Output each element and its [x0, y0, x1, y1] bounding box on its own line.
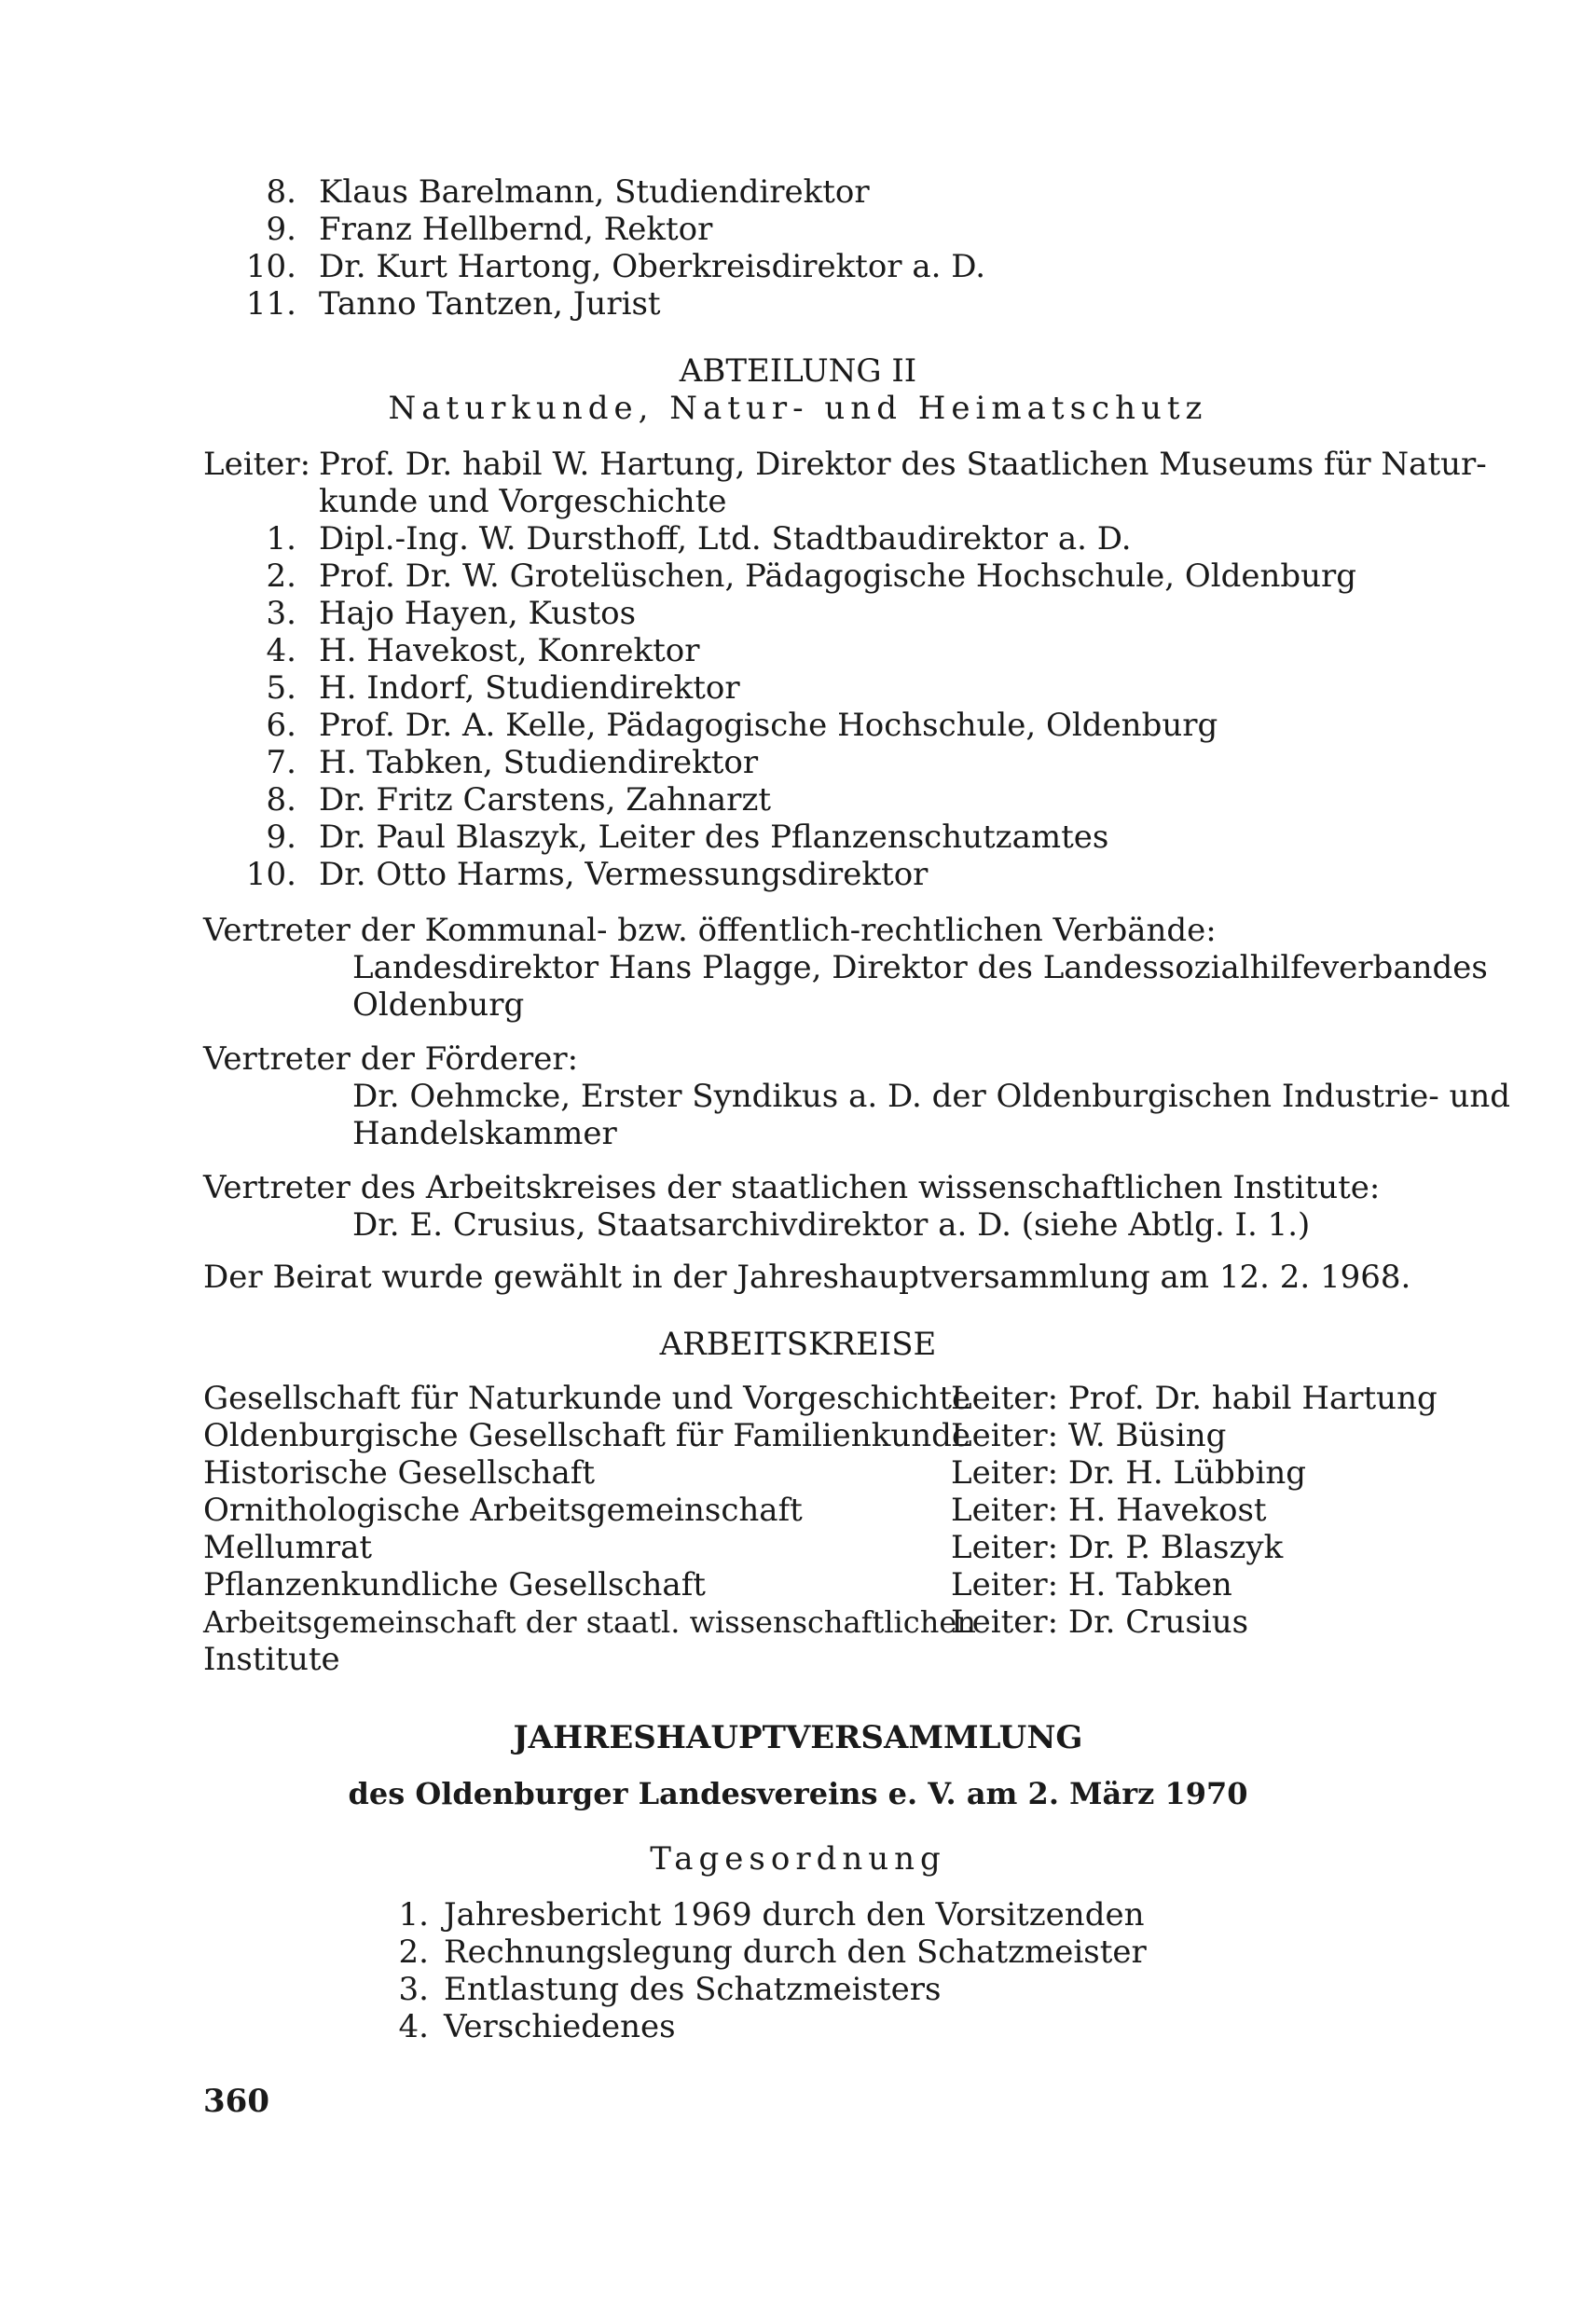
- list-number: 8.: [266, 781, 296, 819]
- list-number: 2.: [266, 557, 296, 595]
- arbeitskreis-leader: Leiter: Dr. Crusius: [951, 1603, 1249, 1641]
- list-item: Dipl.-Ing. W. Dursthoff, Ltd. Stadtbaudirektor a. D.: [319, 520, 1132, 557]
- representative-foerderer-continued: Handelskammer: [352, 1115, 617, 1152]
- arbeitskreis-leader: Leiter: Dr. H. Lübbing: [951, 1454, 1307, 1492]
- arbeitskreis-name: Mellumrat: [203, 1529, 373, 1566]
- representatives-kommunal-label: Vertreter der Kommunal- bzw. öffentlich-rechtlichen Verbände:: [203, 912, 1217, 949]
- agenda-item: Verschiedenes: [444, 2008, 676, 2045]
- election-note: Der Beirat wurde gewählt in der Jahreshauptversammlung am 12. 2. 1968.: [203, 1259, 1411, 1296]
- list-item: Prof. Dr. A. Kelle, Pädagogische Hochschule, Oldenburg: [319, 707, 1218, 744]
- representatives-institute-label: Vertreter des Arbeitskreises der staatlichen wissenschaftlichen Institute:: [203, 1169, 1381, 1206]
- arbeitskreis-name: Oldenburgische Gesellschaft für Familienkunde: [203, 1417, 970, 1454]
- section-heading-jahreshauptversammlung: JAHRESHAUPTVERSAMMLUNG: [513, 1719, 1083, 1756]
- agenda-item: Entlastung des Schatzmeisters: [444, 1971, 942, 2008]
- leader-text: Prof. Dr. habil W. Hartung, Direktor des Staatlichen Museums für Natur-: [319, 446, 1487, 483]
- list-number: 7.: [266, 744, 296, 781]
- arbeitskreis-leader: Leiter: H. Tabken: [951, 1566, 1232, 1603]
- agenda-number: 1.: [398, 1896, 429, 1934]
- arbeitskreis-name: Pflanzenkundliche Gesellschaft: [203, 1566, 706, 1603]
- list-number: 9.: [266, 819, 296, 856]
- arbeitskreis-leader: Leiter: H. Havekost: [951, 1492, 1267, 1529]
- list-number: 8.: [266, 173, 296, 211]
- section-heading-arbeitskreise: ARBEITSKREISE: [659, 1326, 937, 1363]
- arbeitskreis-name: Ornithologische Arbeitsgemeinschaft: [203, 1492, 803, 1529]
- arbeitskreis-leader: Leiter: W. Büsing: [951, 1417, 1227, 1454]
- list-number: 10.: [245, 856, 296, 893]
- list-item: Dr. Kurt Hartong, Oberkreisdirektor a. D.: [319, 248, 986, 285]
- agenda-number: 2.: [398, 1934, 429, 1971]
- list-item: Dr. Fritz Carstens, Zahnarzt: [319, 781, 772, 819]
- section-subheading: Naturkunde, Natur- und Heimatschutz: [388, 390, 1208, 427]
- list-item: Dr. Paul Blaszyk, Leiter des Pflanzenschutzamtes: [319, 819, 1109, 856]
- list-item: H. Tabken, Studiendirektor: [319, 744, 759, 781]
- agenda-heading: Tagesordnung: [650, 1840, 946, 1878]
- list-item: Klaus Barelmann, Studiendirektor: [319, 173, 870, 211]
- section-heading-abteilung-2: ABTEILUNG II: [679, 352, 917, 390]
- leader-label: Leiter:: [203, 446, 311, 483]
- list-item: Hajo Hayen, Kustos: [319, 595, 637, 632]
- agenda-item: Rechnungslegung durch den Schatzmeister: [444, 1934, 1147, 1971]
- list-item: Tanno Tantzen, Jurist: [319, 285, 661, 323]
- list-number: 11.: [245, 285, 296, 323]
- list-item: Dr. Otto Harms, Vermessungsdirektor: [319, 856, 929, 893]
- arbeitskreis-name-continued: Institute: [203, 1641, 340, 1678]
- agenda-number: 3.: [398, 1971, 429, 2008]
- arbeitskreis-leader: Leiter: Dr. P. Blaszyk: [951, 1529, 1284, 1566]
- representative-institute: Dr. E. Crusius, Staatsarchivdirektor a. D. (siehe Abtlg. I. 1.): [352, 1206, 1311, 1244]
- representatives-foerderer-label: Vertreter der Förderer:: [203, 1040, 579, 1078]
- arbeitskreis-name: Historische Gesellschaft: [203, 1454, 596, 1492]
- leader-text-continued: kunde und Vorgeschichte: [319, 483, 727, 520]
- arbeitskreis-leader: Leiter: Prof. Dr. habil Hartung: [951, 1380, 1438, 1417]
- arbeitskreis-name: Gesellschaft für Naturkunde und Vorgeschichte: [203, 1380, 971, 1417]
- representative-foerderer: Dr. Oehmcke, Erster Syndikus a. D. der Oldenburgischen Industrie- und: [352, 1078, 1511, 1115]
- page-number: 360: [203, 2083, 269, 2120]
- list-number: 1.: [266, 520, 296, 557]
- list-number: 10.: [245, 248, 296, 285]
- agenda-item: Jahresbericht 1969 durch den Vorsitzenden: [444, 1896, 1145, 1934]
- arbeitskreis-name: Arbeitsgemeinschaft der staatl. wissenschaftlichen: [203, 1604, 976, 1640]
- list-number: 3.: [266, 595, 296, 632]
- list-number: 4.: [266, 632, 296, 669]
- meeting-subheading: des Oldenburger Landesvereins e. V. am 2. März 1970: [348, 1776, 1248, 1811]
- list-number: 6.: [266, 707, 296, 744]
- list-item: Prof. Dr. W. Grotelüschen, Pädagogische Hochschule, Oldenburg: [319, 557, 1357, 595]
- list-number: 9.: [266, 211, 296, 248]
- list-item: H. Indorf, Studiendirektor: [319, 669, 740, 707]
- list-item: H. Havekost, Konrektor: [319, 632, 700, 669]
- representative-kommunal: Landesdirektor Hans Plagge, Direktor des Landessozialhilfeverbandes: [352, 949, 1488, 986]
- agenda-number: 4.: [398, 2008, 429, 2045]
- representative-kommunal-continued: Oldenburg: [352, 986, 525, 1024]
- list-item: Franz Hellbernd, Rektor: [319, 211, 713, 248]
- list-number: 5.: [266, 669, 296, 707]
